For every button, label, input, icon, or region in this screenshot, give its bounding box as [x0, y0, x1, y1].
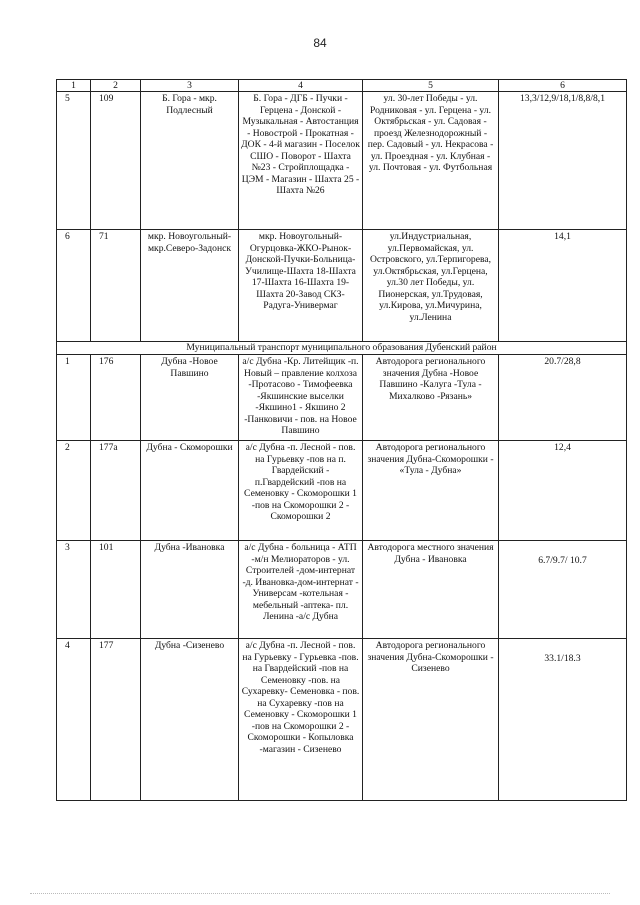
routes-table — [56, 79, 627, 801]
table-row — [57, 92, 627, 230]
table-row — [57, 355, 627, 441]
table-row — [57, 230, 627, 342]
route-name: Дубна - Скоморошки — [141, 441, 239, 541]
row-number: 6 — [57, 230, 91, 342]
scan-edge-line — [30, 893, 610, 895]
route-length: 6.7/9.7/ 10.7 — [499, 541, 627, 639]
row-number: 5 — [57, 92, 91, 230]
route-stops: а/с Дубна -п. Лесной - пов. на Гурьевку - Гурьевка -пов. на Гвардейский -пов на Семеновку -пов. на Сухаревку- Семеновка - пов. на Сухаревку -пов на Семеновку - Скоморошки 1 -пов на Скоморошки 2 - Скоморошки - Копыловка -магазин - Сизенево — [239, 639, 363, 801]
page-number: 84 — [313, 36, 327, 50]
route-length: 33.1/18.3 — [499, 639, 627, 801]
section-row — [57, 342, 627, 355]
route-name: Б. Гора - мкр. Подлесный — [141, 92, 239, 230]
route-streets: Автодорога местного значения Дубна - Ивановка — [363, 541, 499, 639]
column-header: 2 — [91, 80, 141, 92]
route-name: Дубна -Сизенево — [141, 639, 239, 801]
table-row — [57, 639, 627, 801]
column-header: 5 — [363, 80, 499, 92]
route-length: 12,4 — [499, 441, 627, 541]
route-stops: мкр. Новоугольный-Огурцовка-ЖКО-Рынок-Донской-Пучки-Больница-Училище-Шахта 18-Шахта 17-Шахта 16-Шахта 19-Шахта 20-Завод СКЗ-Радуга-Универмаг — [239, 230, 363, 342]
route-number: 176 — [91, 355, 141, 441]
route-number: 109 — [91, 92, 141, 230]
table-header-row — [57, 80, 627, 92]
route-number: 71 — [91, 230, 141, 342]
row-number: 4 — [57, 639, 91, 801]
route-stops: а/с Дубна -Кр. Литейщик -п. Новый – правление колхоза -Протасово - Тимофеевка -Якшинские выселки -Якшино1 - Якшино 2 -Панковичи - пов. на Новое Павшино — [239, 355, 363, 441]
column-header: 6 — [499, 80, 627, 92]
route-length: 13,3/12,9/18,1/8,8/8,1 — [499, 92, 627, 230]
column-header: 1 — [57, 80, 91, 92]
route-stops: Б. Гора - ДГБ - Пучки - Герцена - Донской - Музыкальная - Автостанция - Новострой - Прокатная - ДОК - 4-й магазин - Поселок СШО - Поворот - Шахта №23 - Стройплощадка - ЦЭМ - Магазин - Шахта 25 - Шахта №26 — [239, 92, 363, 230]
route-stops: а/с Дубна - больница - АТП -м/н Мелиораторов - ул. Строителей -дом-интернат -д. Ивановка-дом-интернат - Универсам -котельная - мебельный -аптека- пл. Ленина -а/с Дубна — [239, 541, 363, 639]
row-number: 3 — [57, 541, 91, 639]
route-length: 20.7/28,8 — [499, 355, 627, 441]
section-title: Муниципальный транспорт муниципального образования Дубенский район — [57, 342, 627, 355]
route-streets: Автодорога регионального значения Дубна-Скоморошки - Сизенево — [363, 639, 499, 801]
table-row — [57, 441, 627, 541]
route-number: 101 — [91, 541, 141, 639]
row-number: 1 — [57, 355, 91, 441]
route-streets: Автодорога регионального значения Дубна -Новое Павшино -Калуга -Тула - Михалково -Рязань» — [363, 355, 499, 441]
route-streets: ул.Индустриальная, ул.Первомайская, ул. Островского, ул.Терпигорева, ул.Октябрьская, ул.Герцена, ул.30 лет Победы, ул. Пионерская, ул.Трудовая, ул.Кирова, ул.Мичурина, ул.Ленина — [363, 230, 499, 342]
column-header: 4 — [239, 80, 363, 92]
row-number: 2 — [57, 441, 91, 541]
route-length: 14,1 — [499, 230, 627, 342]
route-stops: а/с Дубна -п. Лесной - пов. на Гурьевку -пов на п. Гвардейский - п.Гвардейский -пов на Семеновку - Скоморошки 1 -пов на Скоморошки 2 - Скоморошки 2 — [239, 441, 363, 541]
table-row — [57, 541, 627, 639]
route-number: 177а — [91, 441, 141, 541]
route-name: Дубна -Новое Павшино — [141, 355, 239, 441]
column-header: 3 — [141, 80, 239, 92]
route-name: мкр. Новоугольный-мкр.Северо-Задонск — [141, 230, 239, 342]
route-number: 177 — [91, 639, 141, 801]
route-streets: ул. 30-лет Победы - ул. Родниковая - ул. Герцена - ул. Октябрьская - ул. Садовая - проезд Железнодорожный - пер. Садовый - ул. Некрасова - ул. Проездная - ул. Клубная - ул. Почтовая - ул. Футбольная — [363, 92, 499, 230]
route-name: Дубна -Ивановка — [141, 541, 239, 639]
route-streets: Автодорога регионального значения Дубна-Скоморошки - «Тула - Дубна» — [363, 441, 499, 541]
